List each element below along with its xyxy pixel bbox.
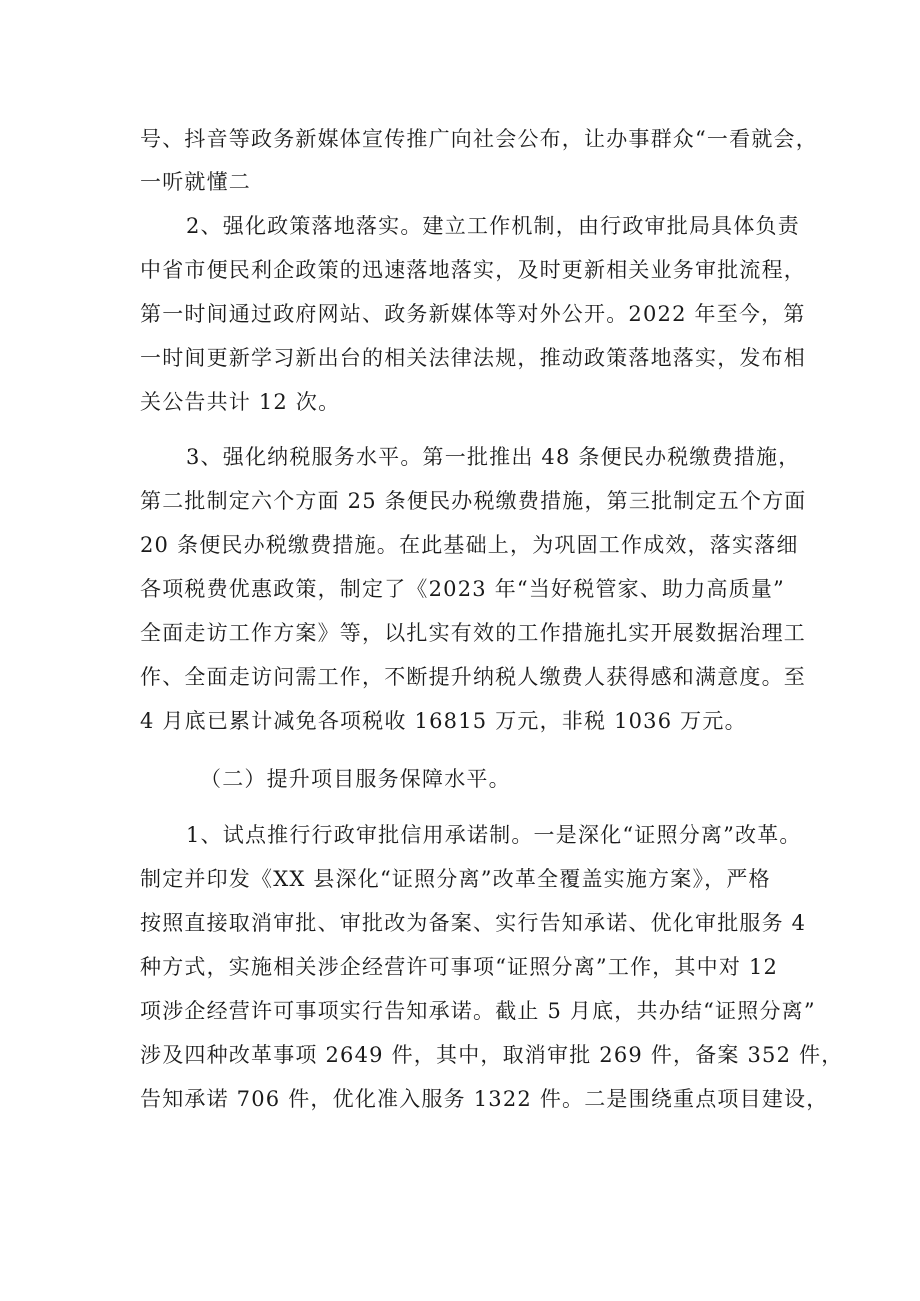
paragraph-line: 第二批制定六个方面 25 条便民办税缴费措施，第三批制定五个方面 — [140, 489, 807, 513]
paragraph-line: 全面走访工作方案》等，以扎实有效的工作措施扎实开展数据治理工 — [140, 621, 806, 645]
paragraph-line: 制定并印发《XX 县深化“证照分离”改革全覆盖实施方案》，严格 — [140, 867, 771, 891]
paragraph-line: 一时间更新学习新出台的相关法律法规，推动政策落地落实，发布相 — [140, 346, 806, 370]
paragraph-line: 第一时间通过政府网站、政务新媒体等对外公开。2022 年至今，第 — [140, 302, 806, 326]
paragraph-line: 4 月底已累计减免各项税收 16815 万元，非税 1036 万元。 — [140, 709, 747, 733]
paragraph-line: 关公告共计 12 次。 — [140, 390, 341, 414]
paragraph-line: 1、试点推行行政审批信用承诺制。一是深化“证照分离”改革。 — [186, 823, 802, 847]
paragraph-line: 项涉企经营许可事项实行告知承诺。截止 5 月底，共办结“证照分离” — [140, 999, 816, 1023]
paragraph-line: 按照直接取消审批、审批改为备案、实行告知承诺、优化审批服务 4 — [140, 911, 807, 935]
paragraph-line: 2、强化政策落地落实。建立工作机制，由行政审批局具体负责 — [186, 214, 800, 238]
paragraph-line: 3、强化纳税服务水平。第一批推出 48 条便民办税缴费措施， — [186, 445, 801, 469]
paragraph-line: 20 条便民办税缴费措施。在此基础上，为巩固工作成效，落实落细 — [140, 533, 799, 557]
paragraph-line: 中省市便民利企政策的迅速落地落实，及时更新相关业务审批流程， — [140, 258, 806, 282]
section-heading: （二）提升项目服务保障水平。 — [200, 767, 511, 791]
paragraph-line: 涉及四种改革事项 2649 件，其中，取消审批 269 件，备案 352 件， — [140, 1043, 844, 1067]
paragraph-line: 作、全面走访问需工作，不断提升纳税人缴费人获得感和满意度。至 — [140, 665, 806, 689]
paragraph-line: 一听就懂二 — [140, 170, 251, 194]
paragraph-line: 告知承诺 706 件，优化准入服务 1322 件。二是围绕重点项目建设， — [140, 1087, 829, 1111]
paragraph-line: 号、抖音等政务新媒体宣传推广向社会公布，让办事群众“一看就会， — [140, 127, 818, 151]
paragraph-line: 各项税费优惠政策，制定了《2023 年“当好税管家、助力高质量” — [140, 577, 785, 601]
paragraph-line: 种方式，实施相关涉企经营许可事项“证照分离”工作，其中对 12 — [140, 955, 779, 979]
